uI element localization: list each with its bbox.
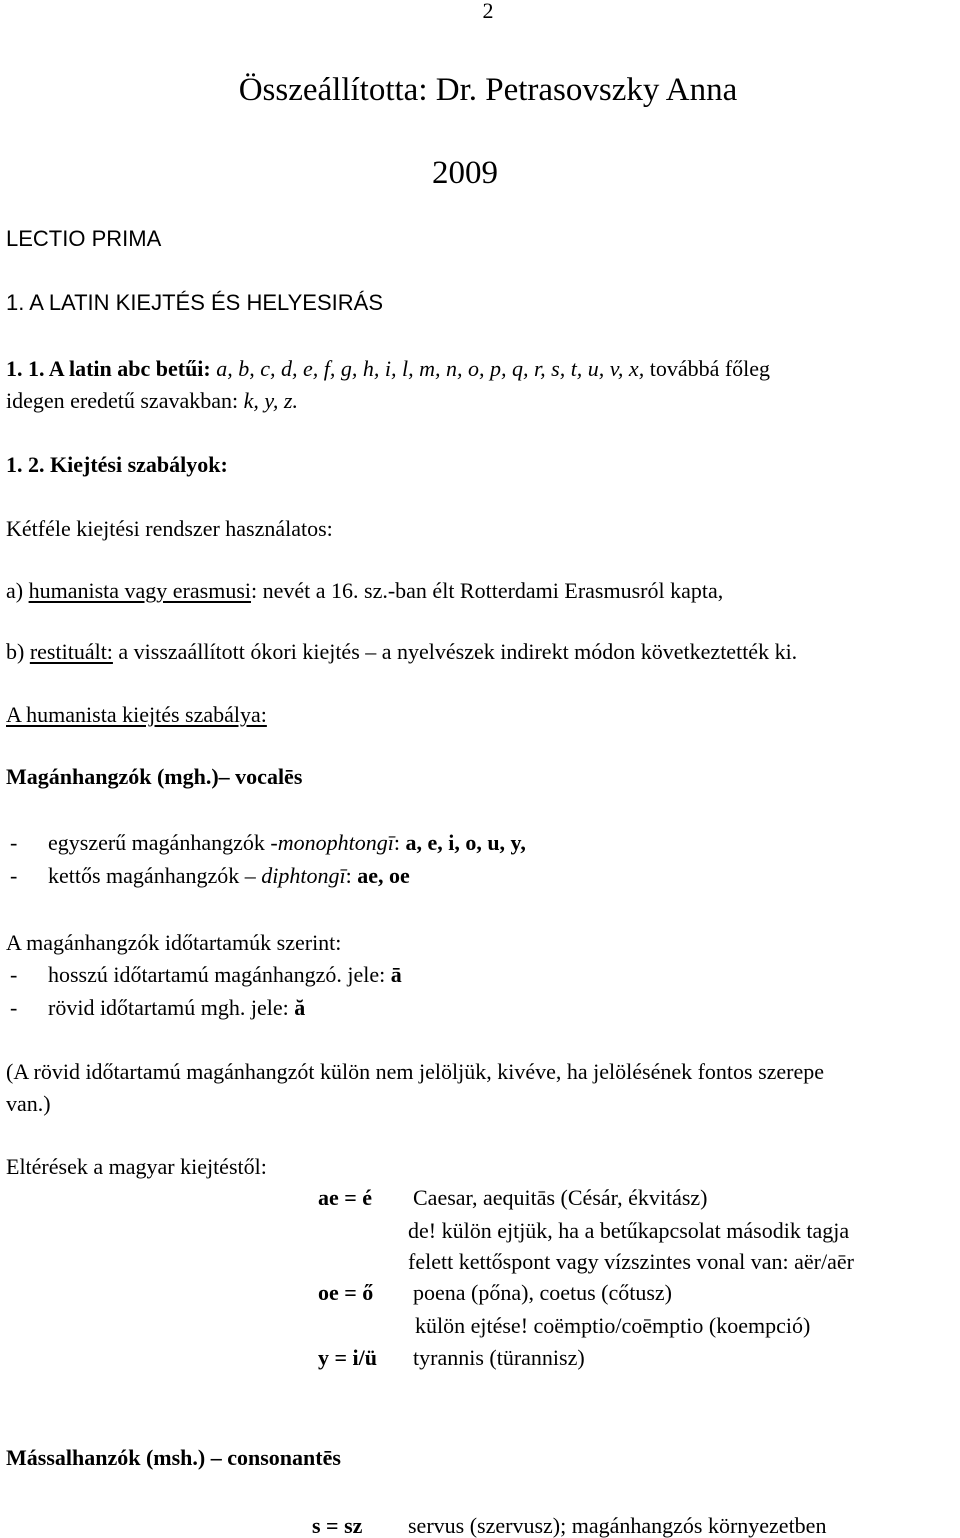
diphthong-list: ae, oe: [357, 863, 410, 888]
alphabet-rest: továbbá főleg: [649, 356, 771, 381]
monophthong-line: egyszerű magánhangzók -monophtongī: a, e, i, o, u, y,: [48, 830, 526, 855]
diphthong-term: diphtongī: [261, 863, 346, 888]
vowel-dash-1: -: [10, 830, 18, 855]
alphabet-line-1: [6, 358, 770, 380]
long-vowel-text: hosszú időtartamú magánhangzó. jele:: [48, 962, 386, 987]
system-a-prefix: a): [6, 578, 24, 603]
short-vowel-text: rövid időtartamú mgh. jele:: [48, 995, 289, 1020]
pronunciation-intro: Kétféle kiejtési rendszer használatos:: [6, 516, 333, 541]
system-a-term: humanista vagy erasmusi: [28, 578, 251, 603]
system-a-description: : nevét a 16. sz.-ban élt Rotterdami Erasmusról kapta,: [251, 578, 724, 603]
humanist-rule-heading: A humanista kiejtés szabálya:: [6, 702, 267, 727]
monophthong-term: monophtongī: [277, 830, 394, 855]
short-vowel-line: [48, 997, 305, 1019]
short-vowel-note-line-2: van.): [6, 1091, 51, 1116]
differences-heading: Eltérések a magyar kiejtéstől:: [6, 1154, 267, 1179]
vowel-dash-2: -: [10, 863, 18, 888]
system-b-description: a visszaállított ókori kiejtés – a nyelvészek indirekt módon következtették ki.: [118, 639, 798, 664]
vowels-heading: Magánhangzók (mgh.)– vocalēs: [6, 764, 303, 789]
short-vowel-note-line-1: (A rövid időtartamú magánhangzót külön nem jelöljük, kivéve, ha jelölésének fontos szerepe: [6, 1059, 825, 1084]
alphabet-label: 1. 1. A latin abc betűi:: [6, 356, 211, 381]
alphabet-line-2: [6, 390, 298, 412]
system-b: [6, 641, 797, 663]
page-number: 2: [482, 0, 494, 23]
monophthong-list: a, e, i, o, u, y,: [405, 830, 526, 855]
alphabet-foreign-letters: k, y, z.: [243, 388, 298, 413]
lesson-title: LECTIO PRIMA: [6, 226, 162, 251]
y-example: tyrannis (türannisz): [413, 1345, 585, 1370]
long-vowel-sign: ā: [390, 962, 402, 987]
alphabet-letters: a, b, c, d, e, f, g, h, i, l, m, n, o, p, q, r, s, t, u, v, x,: [216, 356, 645, 381]
ae-note-line-2: felett kettőspont vagy vízszintes vonal van: aër/aēr: [408, 1249, 854, 1274]
long-vowel-line: [48, 964, 402, 986]
system-b-term: restituált:: [29, 639, 113, 664]
pronunciation-rules-heading: 1. 2. Kiejtési szabályok:: [6, 452, 228, 477]
ae-example: Caesar, aequitās (Césár, ékvitász): [413, 1185, 708, 1210]
short-vowel-sign: ă: [294, 995, 306, 1020]
duration-heading: A magánhangzók időtartamúk szerint:: [6, 930, 342, 955]
monophthong-text: egyszerű magánhangzók -: [48, 830, 278, 855]
ae-rule: ae = é: [318, 1185, 373, 1210]
oe-note: külön ejtése! coëmptio/coēmptio (koempció): [415, 1313, 811, 1338]
diphthong-line: kettős magánhangzók – diphtongī: ae, oe: [48, 863, 410, 888]
section1-heading: 1. A LATIN KIEJTÉS ÉS HELYESIRÁS: [6, 290, 383, 315]
y-rule: y = i/ü: [318, 1345, 377, 1370]
duration-dash-2: -: [10, 995, 18, 1020]
diphthong-text: kettős magánhangzók –: [48, 863, 256, 888]
alphabet-foreign-text: idegen eredetű szavakban:: [6, 388, 239, 413]
duration-dash-1: -: [10, 962, 18, 987]
system-b-prefix: b): [6, 639, 25, 664]
oe-rule: oe = ő: [318, 1280, 374, 1305]
year: 2009: [432, 155, 498, 191]
author-line: Összeállította: Dr. Petrasovszky Anna: [238, 72, 738, 108]
ae-note-line-1: de! külön ejtjük, ha a betűkapcsolat második tagja: [408, 1218, 850, 1243]
system-a: [6, 580, 723, 602]
s-rule: s = sz: [312, 1513, 363, 1538]
s-example: servus (szervusz); magánhangzós környezetben: [408, 1513, 827, 1538]
consonants-heading: Mássalhanzók (msh.) – consonantēs: [6, 1445, 341, 1470]
oe-example: poena (pőna), coetus (cőtusz): [413, 1280, 673, 1305]
